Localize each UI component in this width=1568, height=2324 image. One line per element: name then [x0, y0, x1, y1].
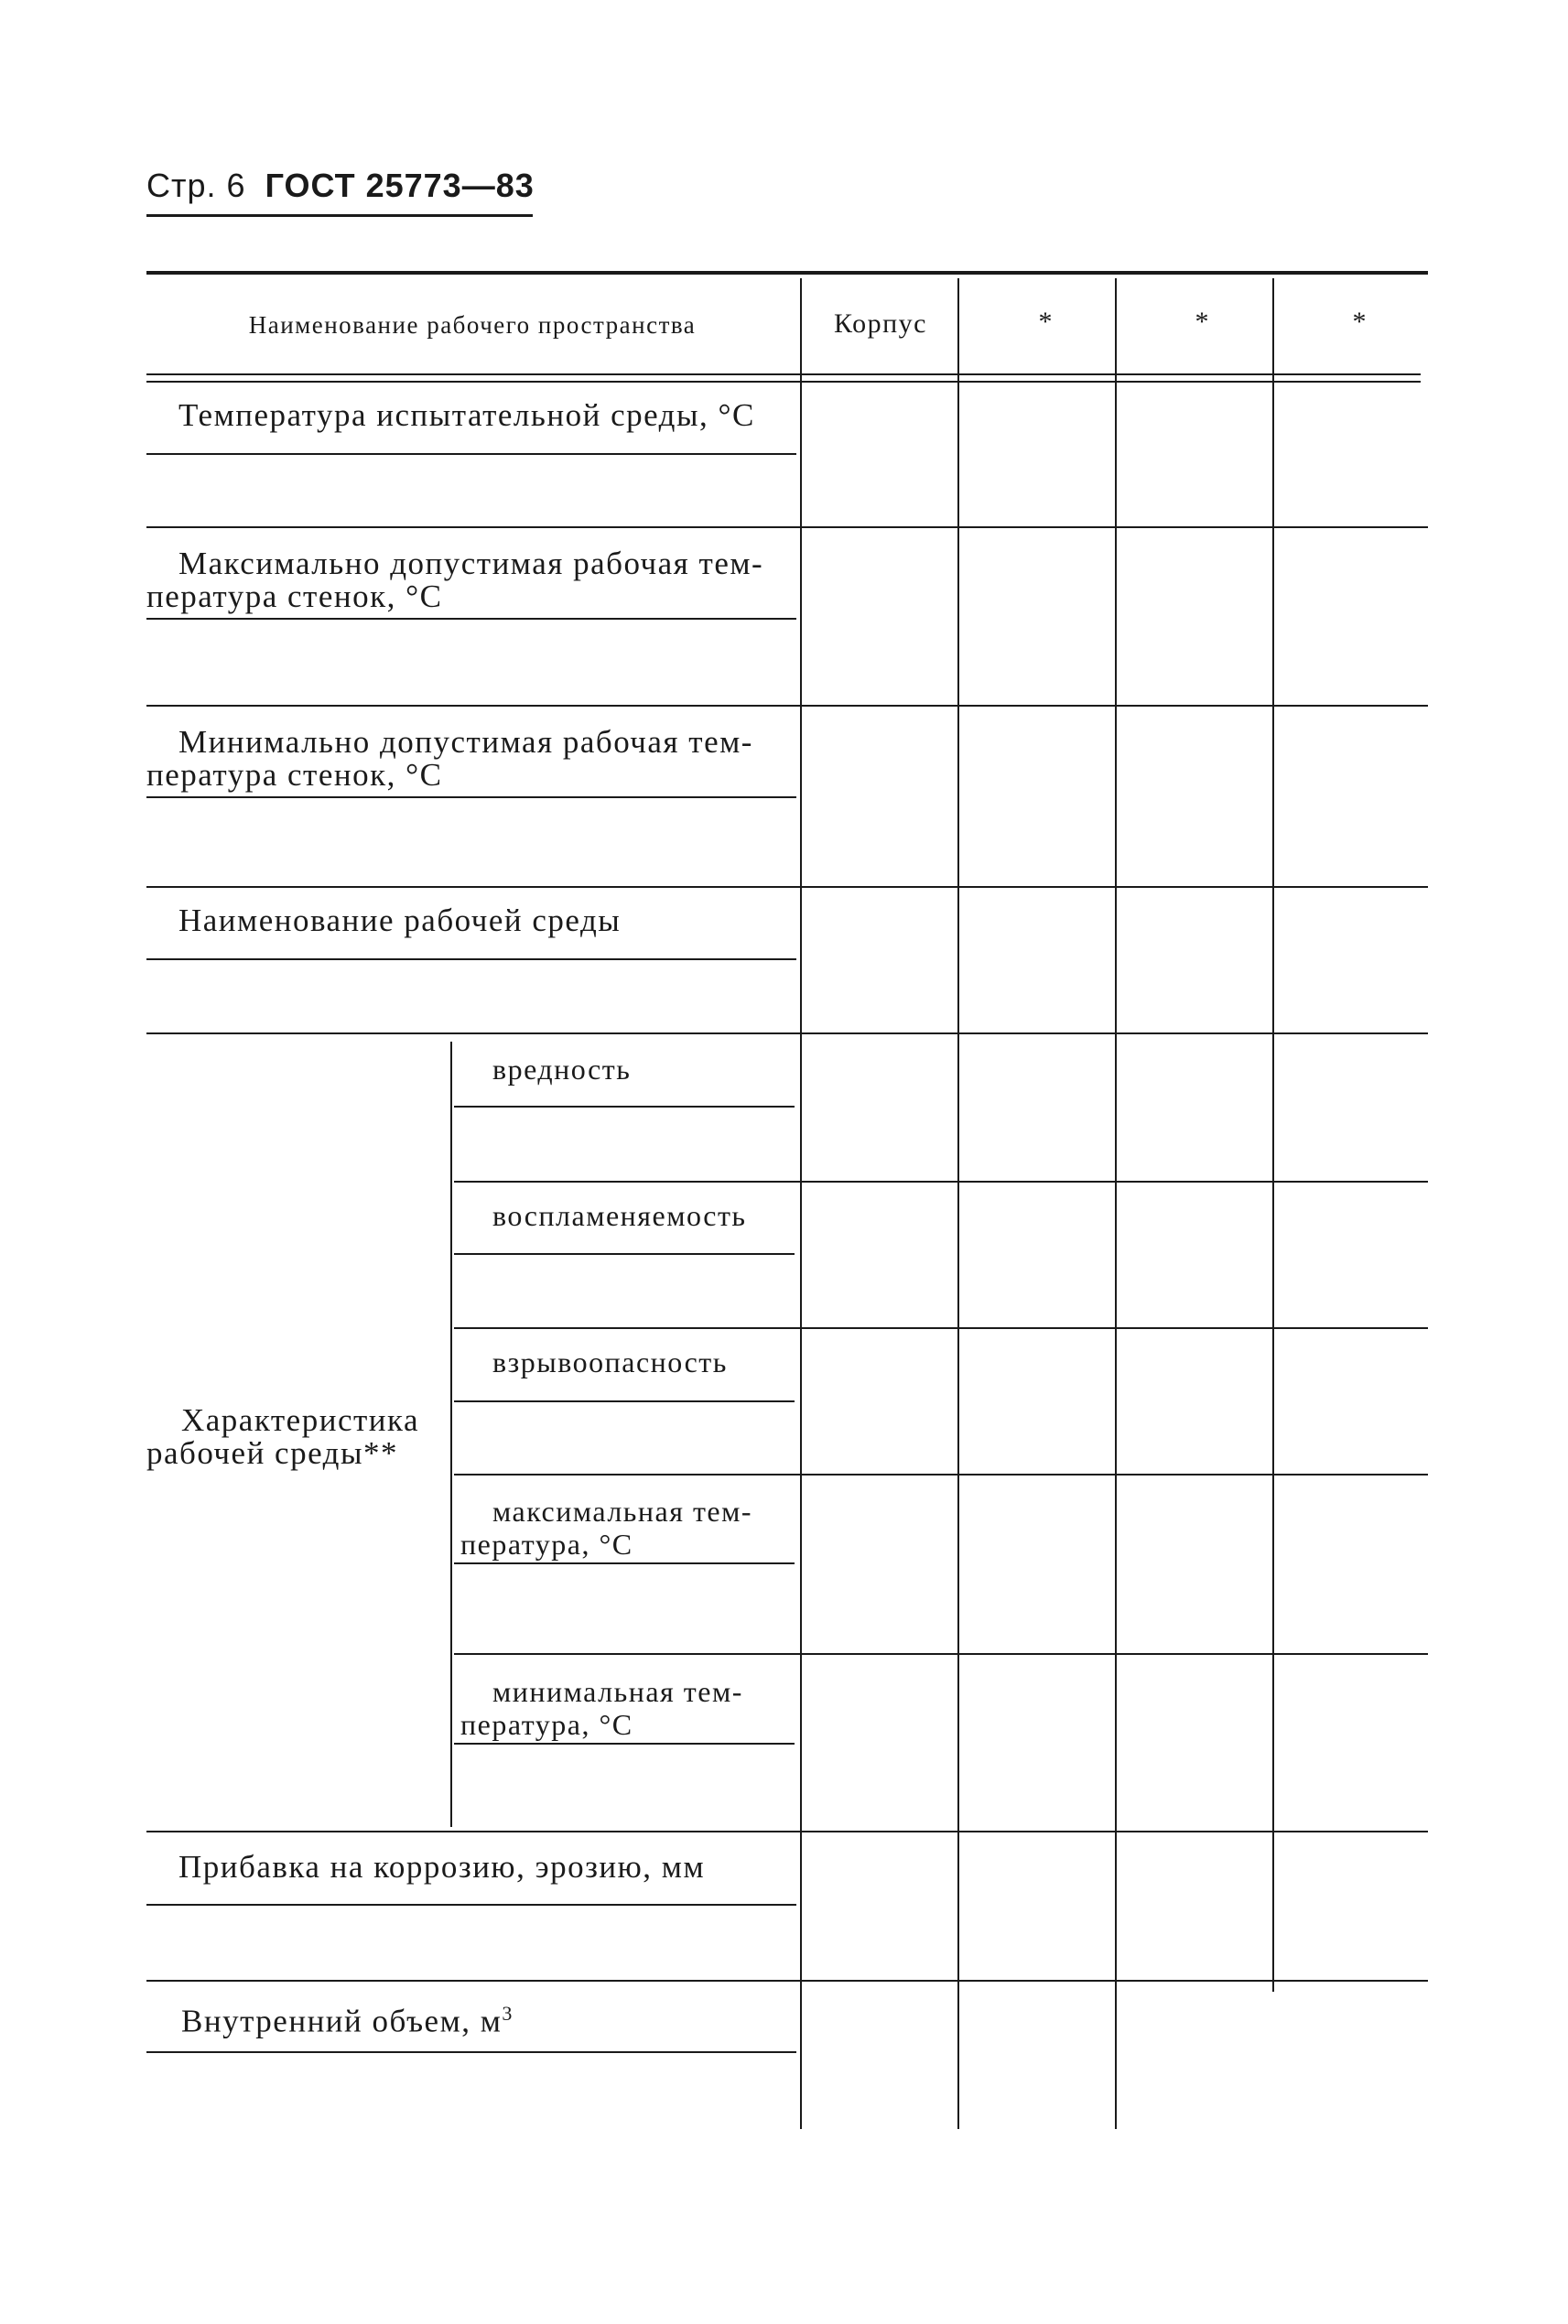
subrow-separator — [454, 1181, 1428, 1183]
column-header-body: Корпус — [834, 308, 927, 339]
row-label-medium-characteristics-2: рабочей среды** — [146, 1435, 398, 1471]
column-separator-1 — [800, 278, 802, 2129]
row-line — [146, 2051, 796, 2053]
internal-volume-text: Внутренний объем, м — [181, 2003, 503, 2039]
subrow-line — [454, 1253, 795, 1255]
column-separator-4 — [1272, 278, 1274, 1992]
row-separator — [146, 526, 1428, 528]
row-label-internal-volume — [181, 1997, 514, 2038]
row-separator — [146, 1831, 1428, 1832]
subrow-label-min-temperature-1: минимальная тем- — [492, 1675, 743, 1708]
row-label-min-wall-temperature-2: пература стенок, °С — [146, 757, 443, 793]
internal-volume-superscript: 3 — [502, 2002, 514, 2025]
page-label: Стр. 6 — [146, 167, 246, 204]
subrow-label-max-temperature-1: максимальная тем- — [492, 1495, 753, 1528]
column-header-star-3: * — [1352, 307, 1367, 337]
row-line — [146, 618, 796, 620]
subrow-label-flammability: воспламеняемость — [492, 1199, 747, 1232]
column-separator-3 — [1115, 278, 1117, 2129]
header-underline — [146, 214, 533, 217]
subrow-line — [454, 1562, 795, 1564]
row-line — [146, 453, 796, 455]
row-line — [146, 796, 796, 798]
subrow-separator — [454, 1474, 1428, 1475]
header-bottom-border — [146, 373, 1421, 375]
row-separator — [146, 1980, 1428, 1982]
row-label-test-temperature: Температура испытательной среды, °С — [178, 397, 755, 433]
subrow-label-harm: вредность — [492, 1053, 632, 1086]
column-header-star-1: * — [1038, 307, 1053, 337]
subrow-line — [454, 1743, 795, 1745]
row-line — [146, 958, 796, 960]
column-separator-2 — [957, 278, 959, 2129]
row-label-max-wall-temperature-2: пература стенок, °С — [146, 578, 443, 614]
row-separator — [146, 886, 1428, 888]
row-label-medium-name: Наименование рабочей среды — [178, 903, 622, 938]
subrow-label-max-temperature-2: пература, °С — [460, 1528, 633, 1561]
page-header — [146, 167, 535, 205]
row-separator — [146, 1032, 1428, 1034]
document-code: ГОСТ 25773—83 — [265, 167, 535, 204]
column-header-name: Наименование рабочего пространства — [248, 311, 697, 339]
subrow-line — [454, 1400, 795, 1402]
subrow-label-explosion-hazard: взрывоопасность — [492, 1346, 728, 1378]
row-separator — [146, 705, 1428, 707]
row-label-corrosion-allowance: Прибавка на коррозию, эрозию, мм — [178, 1849, 706, 1885]
subrow-separator — [454, 1327, 1428, 1329]
row-label-medium-characteristics-1: Характеристика — [181, 1402, 420, 1438]
subcolumn-separator — [450, 1042, 452, 1827]
subrow-line — [454, 1106, 795, 1108]
subrow-label-min-temperature-2: пература, °С — [460, 1708, 633, 1741]
table-top-border — [146, 271, 1428, 275]
row-label-max-wall-temperature-1: Максимально допустимая рабочая тем- — [178, 546, 764, 581]
subrow-separator — [454, 1653, 1428, 1655]
column-header-star-2: * — [1195, 307, 1209, 337]
header-bottom-border-2 — [146, 381, 1421, 383]
row-label-min-wall-temperature-1: Минимально допустимая рабочая тем- — [178, 724, 753, 760]
row-line — [146, 1904, 796, 1906]
